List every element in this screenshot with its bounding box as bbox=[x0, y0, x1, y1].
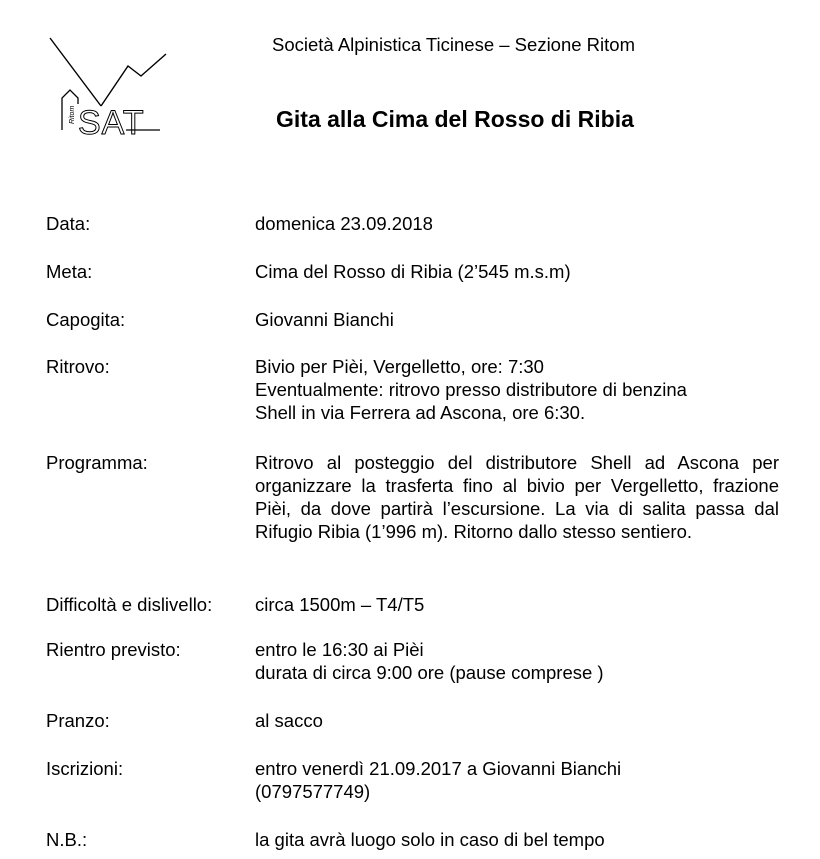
field-label: Capogita: bbox=[46, 309, 126, 330]
field-label: Meta: bbox=[46, 261, 93, 282]
field-label: Iscrizioni: bbox=[46, 758, 124, 779]
value-line: la gita avrà luogo solo in caso di bel tempo bbox=[255, 829, 605, 850]
field-label: Pranzo: bbox=[46, 710, 110, 731]
field-value bbox=[255, 355, 779, 424]
field-value bbox=[255, 709, 779, 732]
sat-logo-graphic bbox=[46, 34, 172, 142]
logo-subtext: Ritom bbox=[69, 105, 76, 124]
value-line: durata di circa 9:00 ore (pause comprese ) bbox=[255, 662, 604, 683]
page-title: Gita alla Cima del Rosso di Ribia bbox=[276, 106, 634, 132]
value-paragraph: Ritrovo al posteggio del distributore Shell ad Ascona per organizzare la trasferta fino al bivio per Vergelletto, frazione Pièi, da dove partirà l’escursione. La via di salita passa dal Rifugio Ribia (1’996 m). Ritorno dallo stesso sentiero. bbox=[255, 452, 779, 542]
value-line: Giovanni Bianchi bbox=[255, 309, 394, 330]
value-line: al sacco bbox=[255, 710, 323, 731]
value-line: (0797577749) bbox=[255, 781, 371, 802]
field-label: Rientro previsto: bbox=[46, 639, 181, 660]
field-value bbox=[255, 308, 779, 331]
field-value bbox=[255, 828, 779, 851]
value-line: domenica 23.09.2018 bbox=[255, 213, 433, 234]
value-line: Shell in via Ferrera ad Ascona, ore 6:30. bbox=[255, 402, 586, 423]
value-line: entro venerdì 21.09.2017 a Giovanni Bianchi bbox=[255, 758, 622, 779]
value-line: Bivio per Pièi, Vergelletto, ore: 7:30 bbox=[255, 356, 544, 377]
field-value bbox=[255, 757, 779, 803]
field-label: N.B.: bbox=[46, 829, 88, 850]
value-line: Eventualmente: ritrovo presso distributore di benzina bbox=[255, 379, 687, 400]
value-line: circa 1500m – T4/T5 bbox=[255, 594, 425, 615]
logo-text: SAT bbox=[78, 104, 145, 142]
field-value bbox=[255, 451, 779, 543]
value-line: entro le 16:30 ai Pièi bbox=[255, 639, 424, 660]
field-label: Difficoltà e dislivello: bbox=[46, 594, 213, 615]
field-value bbox=[255, 212, 779, 235]
sat-logo bbox=[46, 34, 172, 142]
field-label: Programma: bbox=[46, 452, 148, 473]
field-value bbox=[255, 593, 779, 616]
value-line: Cima del Rosso di Ribia (2’545 m.s.m) bbox=[255, 261, 571, 282]
field-label: Data: bbox=[46, 213, 91, 234]
organization-name: Società Alpinistica Ticinese – Sezione Ritom bbox=[272, 34, 635, 55]
field-value bbox=[255, 260, 779, 283]
field-value bbox=[255, 638, 779, 684]
field-label: Ritrovo: bbox=[46, 356, 110, 377]
